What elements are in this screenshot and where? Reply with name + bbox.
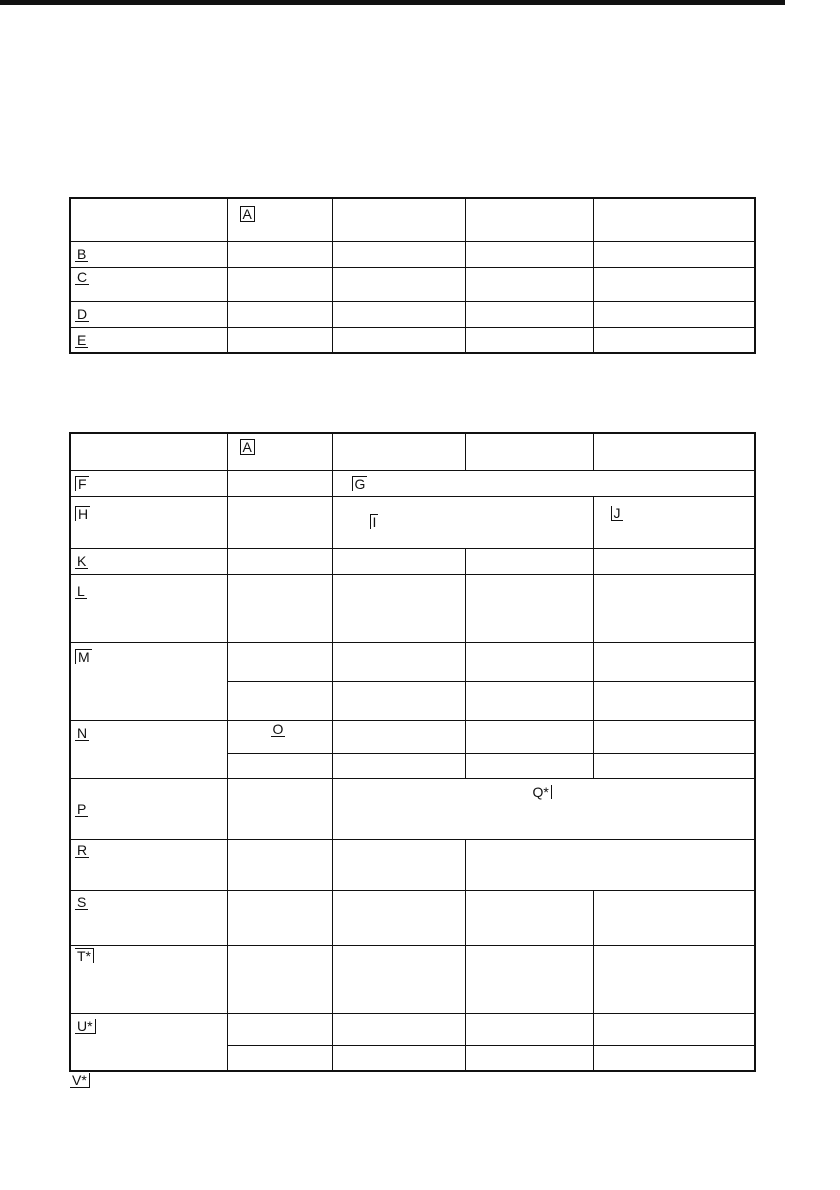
t2-marker-p: P: [77, 800, 87, 817]
t2-marker-u: U*: [75, 1019, 96, 1034]
t1-marker-c: C: [77, 268, 88, 285]
t2-marker-s: S: [77, 893, 87, 910]
t2-row-l: [70, 574, 227, 642]
table-2: [69, 432, 756, 1072]
t2-row-f: [70, 470, 227, 496]
table-1: [69, 197, 756, 354]
t2-marker-k: K: [77, 552, 87, 569]
t2-header-col1: [227, 433, 332, 470]
t2-marker-m: M: [75, 649, 92, 664]
t2-marker-t: T*: [75, 948, 94, 963]
t2-row-s: [70, 890, 227, 945]
t1-header-col1: [227, 198, 332, 241]
t1-header-col4: [593, 198, 755, 241]
t2-marker-a: A: [240, 439, 255, 455]
top-black-bar: [0, 0, 785, 5]
t2-marker-o: O: [272, 720, 284, 737]
t2-marker-l: L: [77, 582, 85, 599]
t2-row-r: [70, 839, 227, 890]
t2-row-n: [70, 720, 227, 778]
t1-row-e: [70, 327, 227, 353]
t1-header-col3: [465, 198, 593, 241]
t1-marker-a: A: [240, 206, 255, 222]
t1-header-corner: [70, 198, 227, 241]
t2-row-t: [70, 945, 227, 1013]
t1-marker-e: E: [77, 331, 87, 348]
t1-marker-b: B: [77, 245, 87, 262]
t2-row-k: [70, 548, 227, 574]
t1-marker-d: D: [77, 305, 88, 322]
footnote-marker-v: V*: [70, 1073, 90, 1088]
t2-marker-r: R: [77, 841, 88, 858]
t2-marker-i: I: [370, 514, 379, 529]
t1-row-b: [70, 241, 227, 267]
t2-marker-g: G: [352, 476, 368, 491]
t2-marker-j: J: [611, 506, 623, 521]
t1-header-col2: [332, 198, 465, 241]
t2-marker-n: N: [77, 724, 88, 741]
t1-row-c: [70, 267, 227, 301]
t2-marker-f: F: [75, 476, 89, 491]
t2-row-u: [70, 1013, 227, 1071]
t2-row-h: [70, 496, 227, 548]
t2-header-corner: [70, 433, 227, 470]
t1-row-d: [70, 301, 227, 327]
t2-row-m: [70, 642, 227, 720]
t2-row-p: [70, 778, 227, 839]
t2-marker-h: H: [75, 506, 90, 521]
t2-marker-q: Q*: [531, 785, 552, 799]
